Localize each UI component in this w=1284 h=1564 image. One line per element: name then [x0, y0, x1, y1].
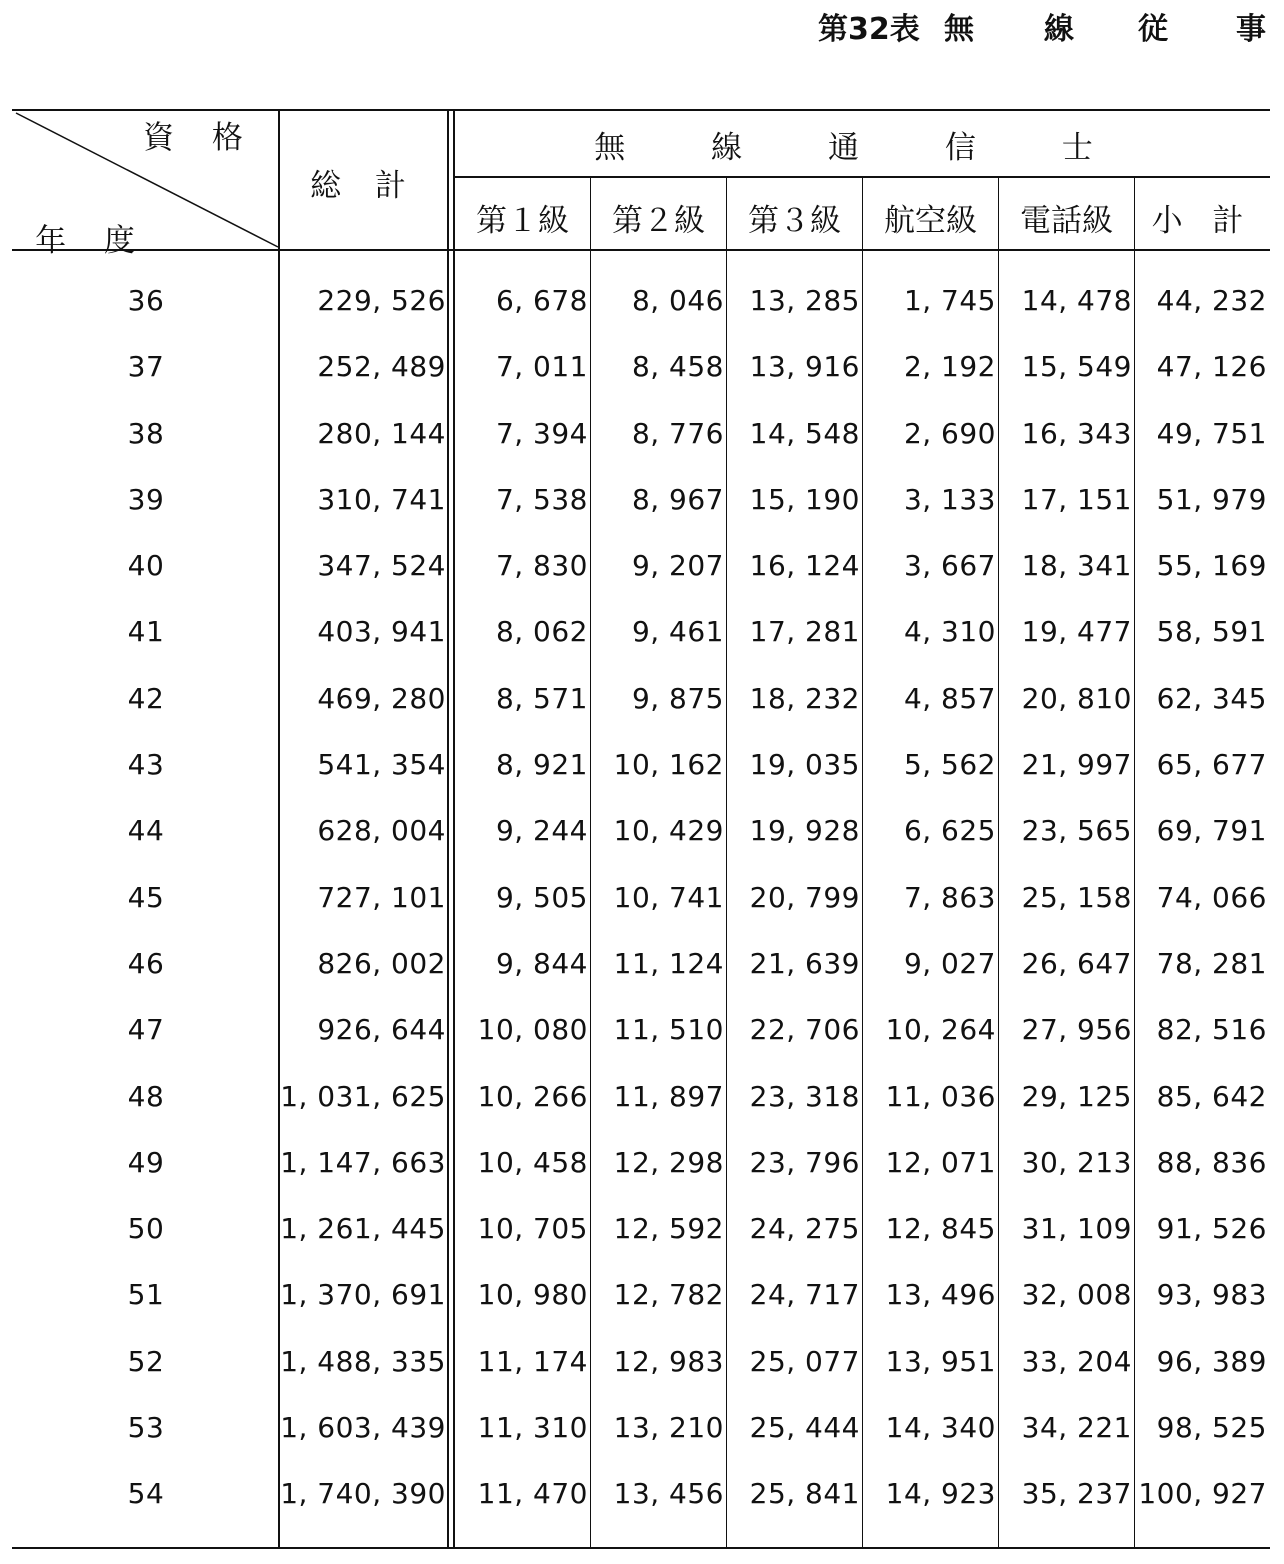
value-cell: 85, 642 [1156, 1079, 1267, 1113]
year-cell: 50 [127, 1212, 165, 1246]
value-cell: 49, 751 [1156, 416, 1267, 450]
value-cell: 13, 916 [749, 350, 860, 384]
total-cell: 229, 526 [317, 284, 446, 317]
value-cell: 23, 318 [749, 1079, 860, 1113]
table-row [0, 997, 1284, 1063]
value-cell: 22, 706 [749, 1013, 860, 1047]
total-cell: 727, 101 [317, 880, 446, 914]
total-cell: 252, 489 [317, 350, 446, 384]
value-cell: 11, 510 [613, 1013, 724, 1047]
value-cell: 33, 204 [1021, 1344, 1132, 1378]
year-cell: 46 [127, 946, 165, 980]
value-cell: 9, 844 [495, 946, 588, 980]
header-qualification: 資 格 [143, 120, 257, 156]
table-row [0, 533, 1284, 599]
table-row [0, 1395, 1284, 1461]
value-cell: 44, 232 [1156, 284, 1267, 317]
value-cell: 3, 667 [903, 549, 996, 583]
value-cell: 8, 776 [631, 416, 724, 450]
total-cell: 541, 354 [317, 748, 446, 782]
table-row [0, 1064, 1284, 1130]
title-char: 事 [1236, 12, 1266, 47]
value-cell: 10, 162 [613, 748, 724, 782]
value-cell: 7, 863 [903, 880, 996, 914]
year-cell: 36 [127, 284, 165, 317]
year-cell: 38 [127, 416, 165, 450]
header-col: 第３級 [748, 203, 841, 239]
value-cell: 17, 281 [749, 615, 860, 649]
value-cell: 88, 836 [1156, 1145, 1267, 1179]
value-cell: 7, 011 [495, 350, 588, 384]
value-cell: 24, 717 [749, 1278, 860, 1312]
value-cell: 13, 951 [885, 1344, 996, 1378]
value-cell: 10, 980 [477, 1278, 588, 1312]
total-cell: 1, 261, 445 [280, 1212, 446, 1246]
total-cell: 1, 603, 439 [280, 1411, 446, 1445]
value-cell: 9, 505 [495, 880, 588, 914]
total-cell: 310, 741 [317, 482, 446, 516]
value-cell: 14, 340 [885, 1411, 996, 1445]
value-cell: 9, 461 [631, 615, 724, 649]
value-cell: 78, 281 [1156, 946, 1267, 980]
header-col: 航空級 [884, 203, 977, 239]
value-cell: 18, 341 [1021, 549, 1132, 583]
table-row [0, 599, 1284, 665]
value-cell: 10, 264 [885, 1013, 996, 1047]
value-cell: 8, 046 [631, 284, 724, 317]
value-cell: 12, 298 [613, 1145, 724, 1179]
header-col: 電話級 [1020, 203, 1113, 239]
year-cell: 52 [127, 1344, 165, 1378]
value-cell: 65, 677 [1156, 748, 1267, 782]
year-cell: 37 [127, 350, 165, 384]
value-cell: 19, 928 [749, 814, 860, 848]
total-cell: 628, 004 [317, 814, 446, 848]
value-cell: 11, 036 [885, 1079, 996, 1113]
value-cell: 25, 444 [749, 1411, 860, 1445]
header-col: 第１級 [476, 203, 569, 239]
value-cell: 11, 310 [477, 1411, 588, 1445]
year-cell: 54 [127, 1477, 165, 1511]
value-cell: 23, 565 [1021, 814, 1132, 848]
table-row [0, 401, 1284, 467]
value-cell: 24, 275 [749, 1212, 860, 1246]
value-cell: 98, 525 [1156, 1411, 1267, 1445]
table-row [0, 1262, 1284, 1328]
value-cell: 51, 979 [1156, 482, 1267, 516]
value-cell: 12, 071 [885, 1145, 996, 1179]
table-row [0, 1196, 1284, 1262]
table-row [0, 732, 1284, 798]
value-cell: 31, 109 [1021, 1212, 1132, 1246]
value-cell: 13, 456 [613, 1477, 724, 1511]
value-cell: 32, 008 [1021, 1278, 1132, 1312]
value-cell: 25, 077 [749, 1344, 860, 1378]
value-cell: 10, 741 [613, 880, 724, 914]
table-row [0, 798, 1284, 864]
header-total: 総 計 [310, 168, 418, 204]
value-cell: 8, 967 [631, 482, 724, 516]
value-cell: 100, 927 [1138, 1477, 1267, 1511]
value-cell: 17, 151 [1021, 482, 1132, 516]
year-cell: 43 [127, 748, 165, 782]
value-cell: 9, 875 [631, 681, 724, 715]
value-cell: 14, 548 [749, 416, 860, 450]
value-cell: 19, 477 [1021, 615, 1132, 649]
total-cell: 926, 644 [317, 1013, 446, 1047]
value-cell: 74, 066 [1156, 880, 1267, 914]
value-cell: 2, 690 [903, 416, 996, 450]
value-cell: 13, 210 [613, 1411, 724, 1445]
table-row [0, 931, 1284, 997]
value-cell: 9, 244 [495, 814, 588, 848]
value-cell: 16, 343 [1021, 416, 1132, 450]
value-cell: 19, 035 [749, 748, 860, 782]
value-cell: 10, 080 [477, 1013, 588, 1047]
year-cell: 53 [127, 1411, 165, 1445]
value-cell: 8, 921 [495, 748, 588, 782]
value-cell: 10, 705 [477, 1212, 588, 1246]
table-number: 第32表 [818, 12, 920, 47]
value-cell: 16, 124 [749, 549, 860, 583]
value-cell: 27, 956 [1021, 1013, 1132, 1047]
value-cell: 11, 897 [613, 1079, 724, 1113]
value-cell: 3, 133 [903, 482, 996, 516]
value-cell: 12, 845 [885, 1212, 996, 1246]
year-cell: 42 [127, 681, 165, 715]
year-cell: 48 [127, 1079, 165, 1113]
table-row [0, 1461, 1284, 1527]
value-cell: 93, 983 [1156, 1278, 1267, 1312]
title-char: 従 [1138, 12, 1168, 47]
table-row [0, 467, 1284, 533]
value-cell: 96, 389 [1156, 1344, 1267, 1378]
value-cell: 2, 192 [903, 350, 996, 384]
value-cell: 4, 310 [903, 615, 996, 649]
year-cell: 39 [127, 482, 165, 516]
header-year: 年 度 [35, 223, 149, 259]
total-cell: 1, 031, 625 [280, 1079, 446, 1113]
value-cell: 13, 496 [885, 1278, 996, 1312]
total-cell: 1, 488, 335 [280, 1344, 446, 1378]
value-cell: 4, 857 [903, 681, 996, 715]
table-row [0, 1130, 1284, 1196]
value-cell: 7, 830 [495, 549, 588, 583]
value-cell: 8, 458 [631, 350, 724, 384]
table-row [0, 268, 1284, 334]
value-cell: 10, 266 [477, 1079, 588, 1113]
value-cell: 11, 470 [477, 1477, 588, 1511]
value-cell: 5, 562 [903, 748, 996, 782]
table-row [0, 1329, 1284, 1395]
value-cell: 29, 125 [1021, 1079, 1132, 1113]
total-cell: 403, 941 [317, 615, 446, 649]
table-bottom-rule [12, 1547, 1270, 1549]
total-cell: 347, 524 [317, 549, 446, 583]
title-char: 線 [1044, 12, 1074, 47]
value-cell: 6, 625 [903, 814, 996, 848]
value-cell: 21, 997 [1021, 748, 1132, 782]
value-cell: 10, 429 [613, 814, 724, 848]
value-cell: 15, 549 [1021, 350, 1132, 384]
year-cell: 45 [127, 880, 165, 914]
year-cell: 49 [127, 1145, 165, 1179]
value-cell: 12, 983 [613, 1344, 724, 1378]
header-group: 無 線 通 信 士 [594, 130, 1131, 166]
value-cell: 82, 516 [1156, 1013, 1267, 1047]
value-cell: 8, 571 [495, 681, 588, 715]
total-cell: 1, 740, 390 [280, 1477, 446, 1511]
table-row [0, 334, 1284, 400]
value-cell: 12, 592 [613, 1212, 724, 1246]
table-row [0, 666, 1284, 732]
value-cell: 9, 207 [631, 549, 724, 583]
value-cell: 20, 799 [749, 880, 860, 914]
value-cell: 11, 124 [613, 946, 724, 980]
total-cell: 826, 002 [317, 946, 446, 980]
value-cell: 25, 841 [749, 1477, 860, 1511]
year-cell: 40 [127, 549, 165, 583]
value-cell: 14, 478 [1021, 284, 1132, 317]
value-cell: 58, 591 [1156, 615, 1267, 649]
value-cell: 10, 458 [477, 1145, 588, 1179]
value-cell: 30, 213 [1021, 1145, 1132, 1179]
value-cell: 7, 394 [495, 416, 588, 450]
value-cell: 69, 791 [1156, 814, 1267, 848]
total-cell: 1, 147, 663 [280, 1145, 446, 1179]
value-cell: 15, 190 [749, 482, 860, 516]
table-row [0, 865, 1284, 931]
header-col: 小 計 [1151, 203, 1254, 239]
value-cell: 21, 639 [749, 946, 860, 980]
value-cell: 12, 782 [613, 1278, 724, 1312]
value-cell: 23, 796 [749, 1145, 860, 1179]
value-cell: 6, 678 [495, 284, 588, 317]
year-cell: 47 [127, 1013, 165, 1047]
year-cell: 41 [127, 615, 165, 649]
year-cell: 51 [127, 1278, 165, 1312]
value-cell: 9, 027 [903, 946, 996, 980]
value-cell: 55, 169 [1156, 549, 1267, 583]
value-cell: 20, 810 [1021, 681, 1132, 715]
value-cell: 1, 745 [903, 284, 996, 317]
header-col: 第２級 [612, 203, 705, 239]
value-cell: 91, 526 [1156, 1212, 1267, 1246]
value-cell: 13, 285 [749, 284, 860, 317]
value-cell: 11, 174 [477, 1344, 588, 1378]
value-cell: 18, 232 [749, 681, 860, 715]
value-cell: 8, 062 [495, 615, 588, 649]
value-cell: 34, 221 [1021, 1411, 1132, 1445]
value-cell: 14, 923 [885, 1477, 996, 1511]
total-cell: 280, 144 [317, 416, 446, 450]
value-cell: 25, 158 [1021, 880, 1132, 914]
value-cell: 62, 345 [1156, 681, 1267, 715]
value-cell: 35, 237 [1021, 1477, 1132, 1511]
total-cell: 1, 370, 691 [280, 1278, 446, 1312]
value-cell: 26, 647 [1021, 946, 1132, 980]
value-cell: 7, 538 [495, 482, 588, 516]
total-cell: 469, 280 [317, 681, 446, 715]
year-cell: 44 [127, 814, 165, 848]
table-body [0, 268, 1284, 1528]
title-char: 無 [944, 12, 974, 47]
value-cell: 47, 126 [1156, 350, 1267, 384]
